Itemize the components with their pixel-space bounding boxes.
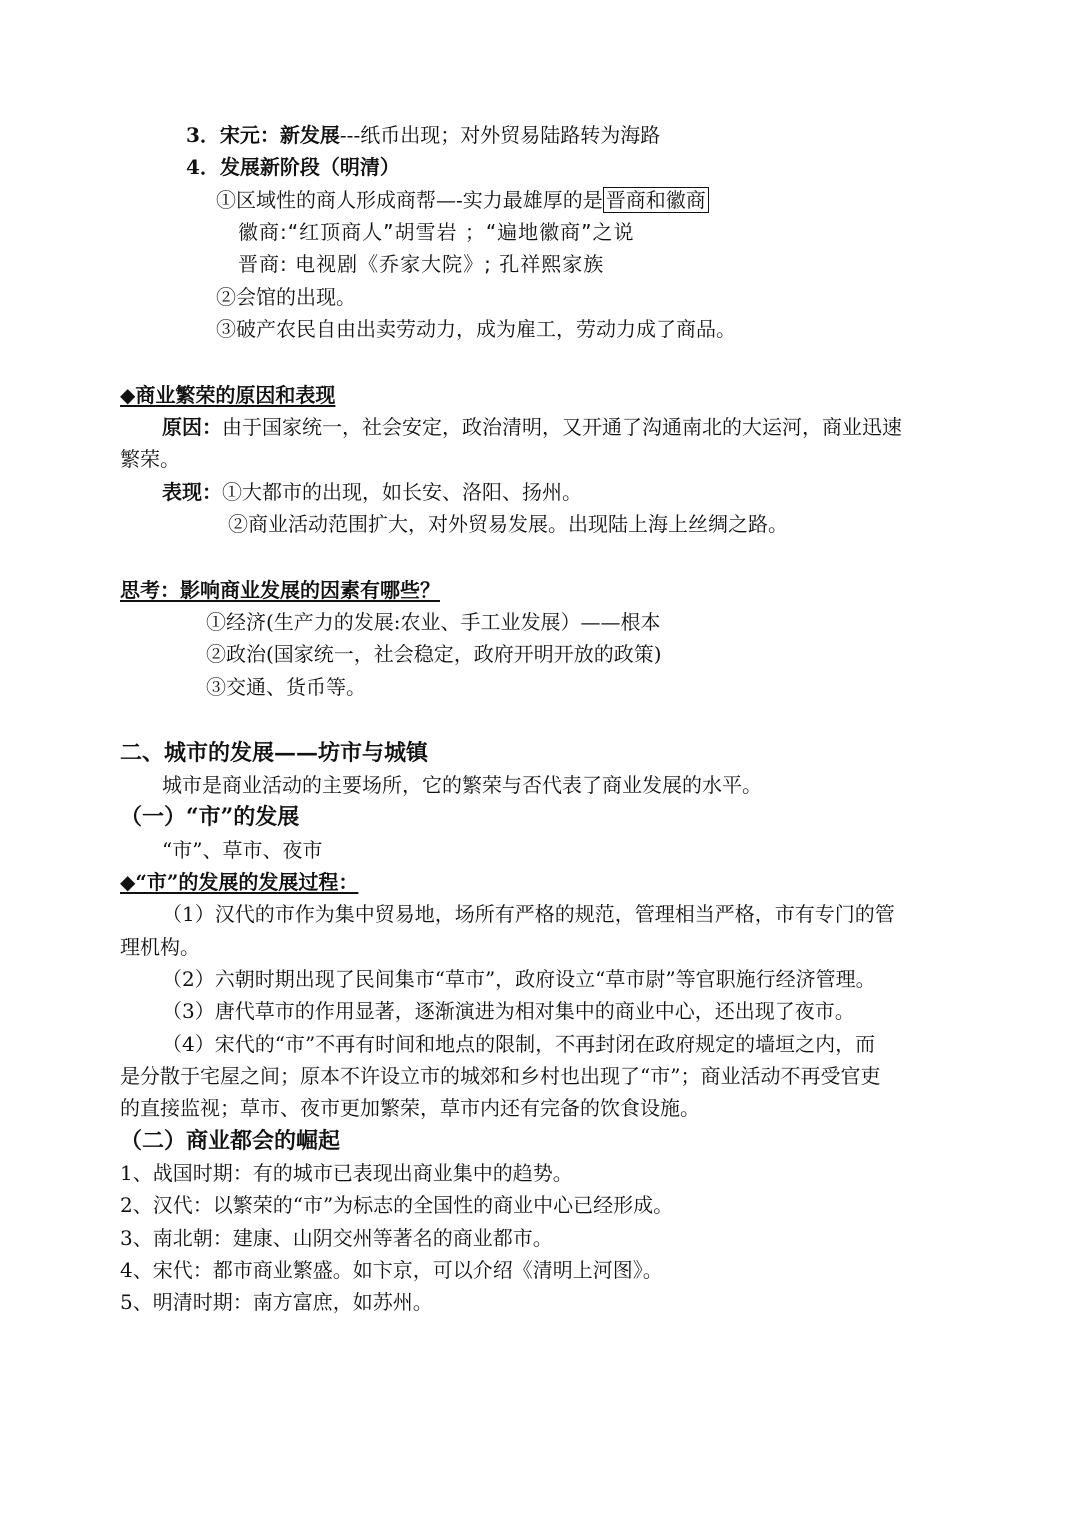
line-six-dynasties: （2）六朝时期出现了民间集市“草市”，政府设立“草市尉”等官职施行经济管理。 <box>162 967 876 991</box>
cause-label: 原因： <box>162 415 222 439</box>
line-city-intro: 城市是商业活动的主要场所，它的繁荣与否代表了商业发展的水平。 <box>162 773 762 797</box>
heading-market-process: ◆“市”的发展的发展过程： <box>120 870 359 894</box>
line-jin-merchants: 晋商: 电视剧《乔家大院》; 孔祥熙家族 <box>238 252 605 276</box>
song-yuan-rest: ---纸币出现；对外贸易陆路转为海路 <box>339 123 661 147</box>
line-performance <box>162 478 582 506</box>
heading-prosperity: ◆商业繁荣的原因和表现 <box>120 383 336 407</box>
line-cause <box>162 413 902 441</box>
merchant-guilds-text: ①区域性的商人形成商帮—-实力最雄厚的是 <box>216 188 603 212</box>
heading-city-development: 二、城市的发展——坊市与城镇 <box>120 740 429 766</box>
line-merchant-guilds <box>216 186 709 214</box>
line-city-song: 4、宋代：都市商业繁盛。如卞京，可以介绍《清明上河图》。 <box>120 1258 663 1282</box>
heading-commercial-cities: （二）商业都会的崛起 <box>120 1128 341 1154</box>
line-song-market-b: 是分散于宅屋之间；原本不许设立市的城郊和乡村也出现了“市”；商业活动不再受官吏 <box>120 1064 881 1088</box>
performance-label: 表现： <box>162 480 222 504</box>
line-han-market-b: 理机构。 <box>120 935 200 959</box>
line-han-market-a: （1）汉代的市作为集中贸易地，场所有严格的规范，管理相当严格，市有专门的管 <box>162 902 895 926</box>
line-city-southern-northern: 3、南北朝：建康、山阴交州等著名的商业都市。 <box>120 1226 553 1250</box>
line-hui-merchants: 徽商:“红顶商人”胡雪岩 ；“遍地徽商”之说 <box>238 220 635 244</box>
line-song-market-a: （4）宋代的“市”不再有时间和地点的限制，不再封闭在政府规定的墙垣之内，而 <box>162 1032 876 1056</box>
line-song-yuan <box>186 121 660 149</box>
performance-1: ①大都市的出现，如长安、洛阳、扬州。 <box>222 480 582 504</box>
heading-market-development: （一）“市”的发展 <box>120 804 300 830</box>
line-factor-economy: ①经济(生产力的发展:农业、手工业发展）——根本 <box>206 610 661 634</box>
line-city-warring-states: 1、战国时期：有的城市已表现出商业集中的趋势。 <box>120 1161 573 1185</box>
cause-text: 由于国家统一，社会安定，政治清明，又开通了沟通南北的大运河，商业迅速 <box>222 415 902 439</box>
boxed-merchants: 晋商和徽商 <box>603 187 709 213</box>
line-market-types: “市”、草市、夜市 <box>162 838 323 862</box>
heading-think: 思考：影响商业发展的因素有哪些？ <box>120 578 440 602</box>
line-factor-transport: ③交通、货币等。 <box>206 675 366 699</box>
line-tang-market: （3）唐代草市的作用显著，逐渐演进为相对集中的商业中心，还出现了夜市。 <box>162 999 855 1023</box>
line-city-ming-qing: 5、明清时期：南方富庶，如苏州。 <box>120 1290 433 1314</box>
line-song-market-c: 的直接监视；草市、夜市更加繁荣，草市内还有完备的饮食设施。 <box>120 1096 700 1120</box>
line-cause-cont: 繁荣。 <box>120 447 180 471</box>
song-yuan-lead: 3．宋元：新发展 <box>186 123 340 147</box>
line-performance-2: ②商业活动范围扩大，对外贸易发展。出现陆上海上丝绸之路。 <box>228 512 788 536</box>
line-ming-qing-heading: 4．发展新阶段（明清） <box>186 155 400 179</box>
line-hired-labor: ③破产农民自由出卖劳动力，成为雇工，劳动力成了商品。 <box>216 317 736 341</box>
line-city-han: 2、汉代：以繁荣的“市”为标志的全国性的商业中心已经形成。 <box>120 1193 674 1217</box>
line-guild-halls: ②会馆的出现。 <box>216 285 356 309</box>
line-factor-politics: ②政治(国家统一，社会稳定，政府开明开放的政策) <box>206 642 662 666</box>
